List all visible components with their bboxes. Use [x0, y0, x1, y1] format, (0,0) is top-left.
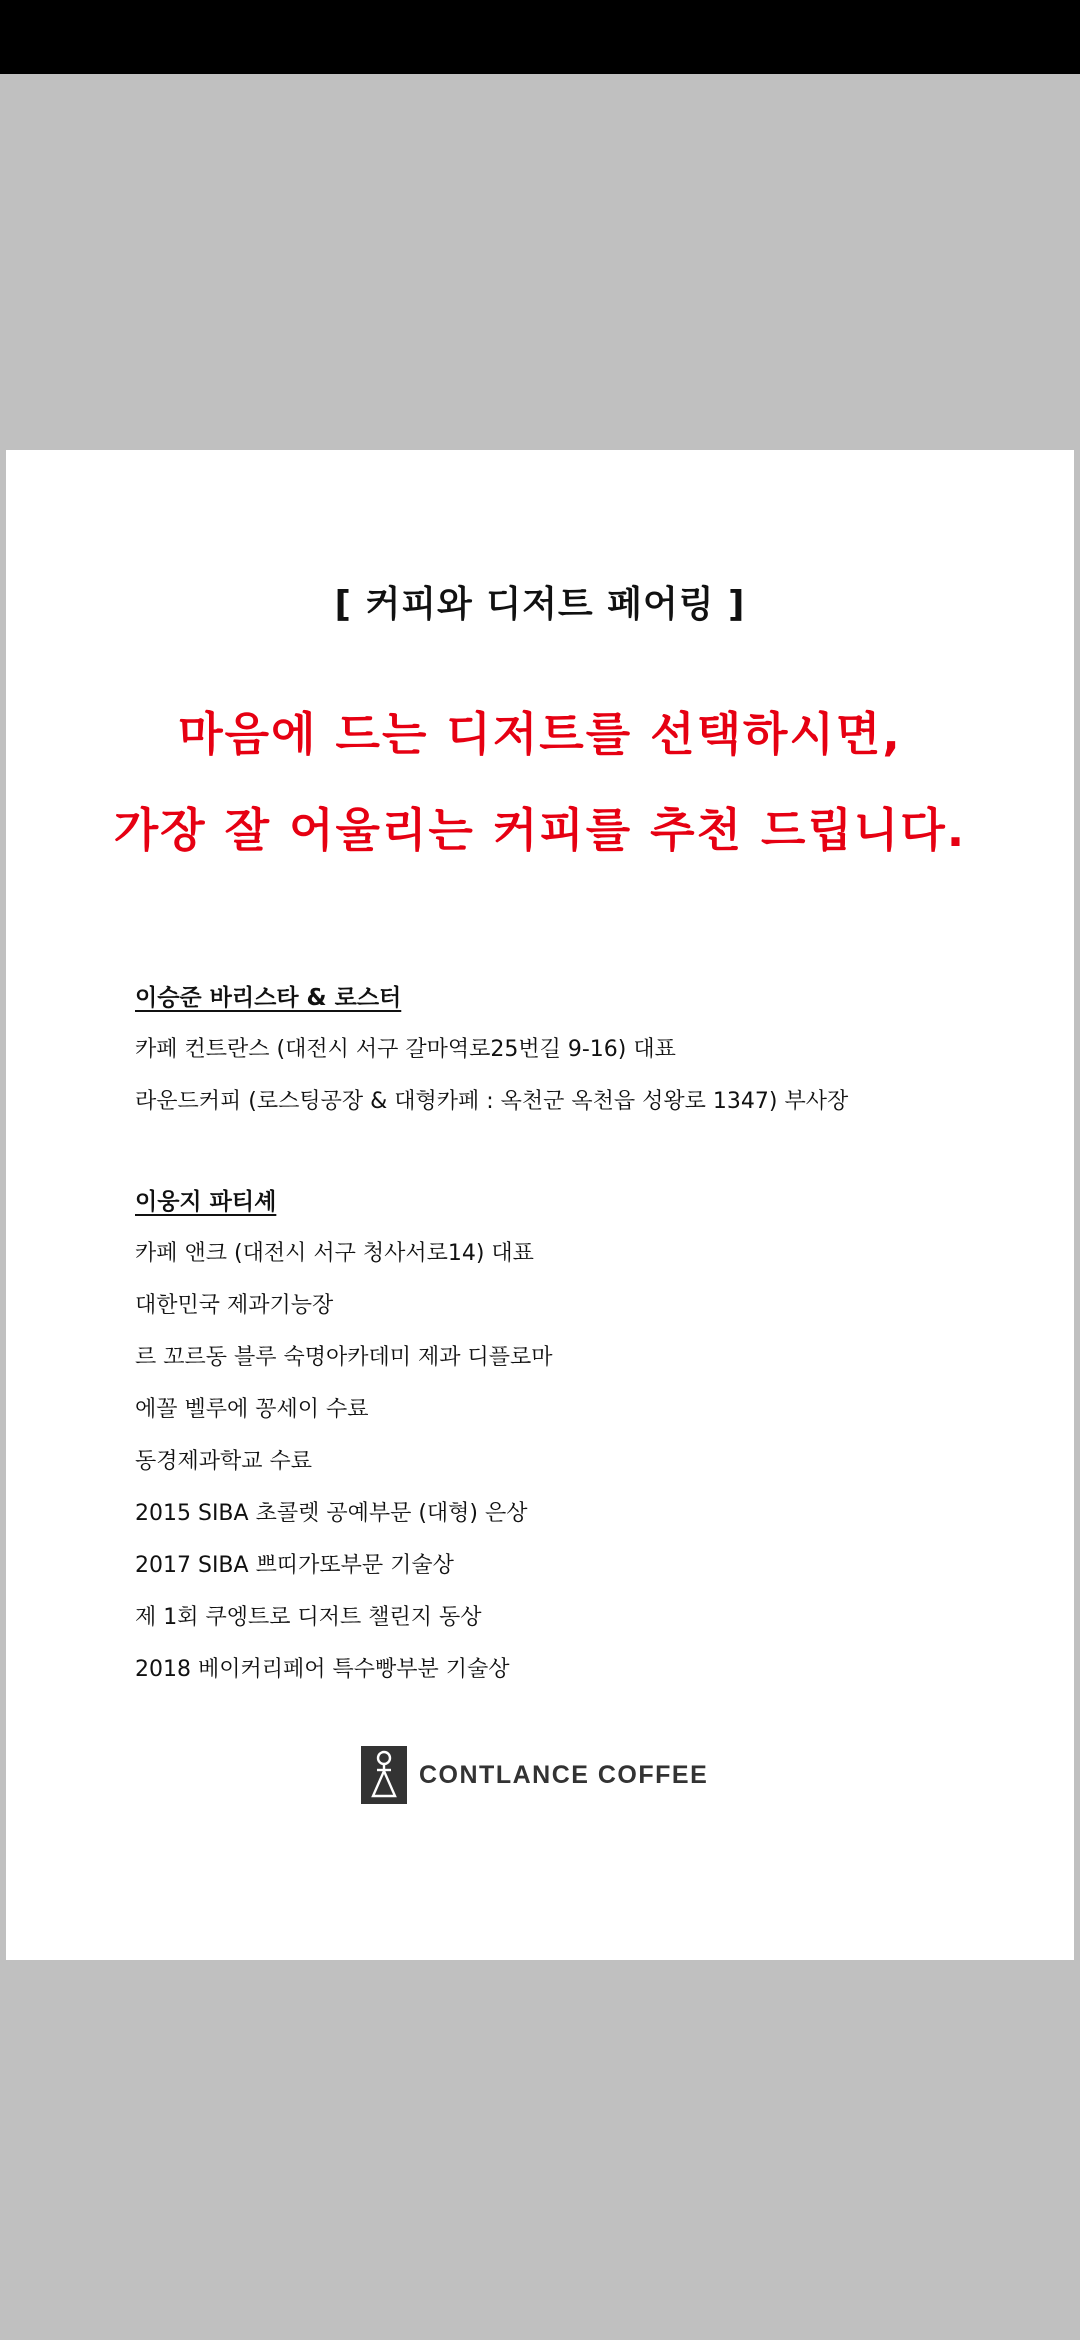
patissier-section: [135, 1184, 1035, 1704]
barista-name: 이승준 바리스타 & 로스터: [135, 985, 402, 1011]
barista-career-item: 라운드커피 (로스팅공장 & 대형카페 : 옥천군 옥천읍 성왕로 1347) 부사장: [135, 1089, 849, 1114]
info-card: [6, 450, 1074, 1960]
person-figure-icon: [361, 1746, 407, 1804]
patissier-career-item: 2018 베이커리페어 특수빵부분 기술상: [135, 1657, 510, 1682]
brand-logo: [361, 1746, 708, 1804]
patissier-career-item: 2017 SIBA 쁘띠가또부문 기술상: [135, 1553, 454, 1578]
brand-logo-text: CONTLANCE COFFEE: [419, 1760, 709, 1789]
page-title: [ 커피와 디저트 페어링 ]: [334, 584, 746, 625]
barista-career-item: 카페 컨트란스 (대전시 서구 갈마역로25번길 9-16) 대표: [135, 1037, 676, 1062]
patissier-career-item: 에꼴 벨루에 꽁세이 수료: [135, 1397, 369, 1422]
patissier-career-item: 카페 앤크 (대전시 서구 청사서로14) 대표: [135, 1241, 534, 1266]
patissier-name: 이웅지 파티셰: [135, 1189, 277, 1215]
status-bar: [0, 0, 1080, 74]
patissier-career-item: 르 꼬르동 블루 숙명아카데미 제과 디플로마: [135, 1345, 553, 1370]
tagline-line-1: 마음에 드는 디저트를 선택하시면,: [178, 707, 902, 761]
patissier-career-item: 대한민국 제과기능장: [135, 1293, 334, 1318]
patissier-career-item: 2015 SIBA 초콜렛 공예부문 (대형) 은상: [135, 1501, 528, 1526]
patissier-career-item: 동경제과학교 수료: [135, 1449, 313, 1474]
tagline-line-2: 가장 잘 어울리는 커피를 추천 드립니다.: [113, 803, 967, 857]
patissier-career-item: 제 1회 쿠엥트로 디저트 챌린지 동상: [135, 1605, 482, 1630]
barista-section: [135, 980, 1035, 1136]
